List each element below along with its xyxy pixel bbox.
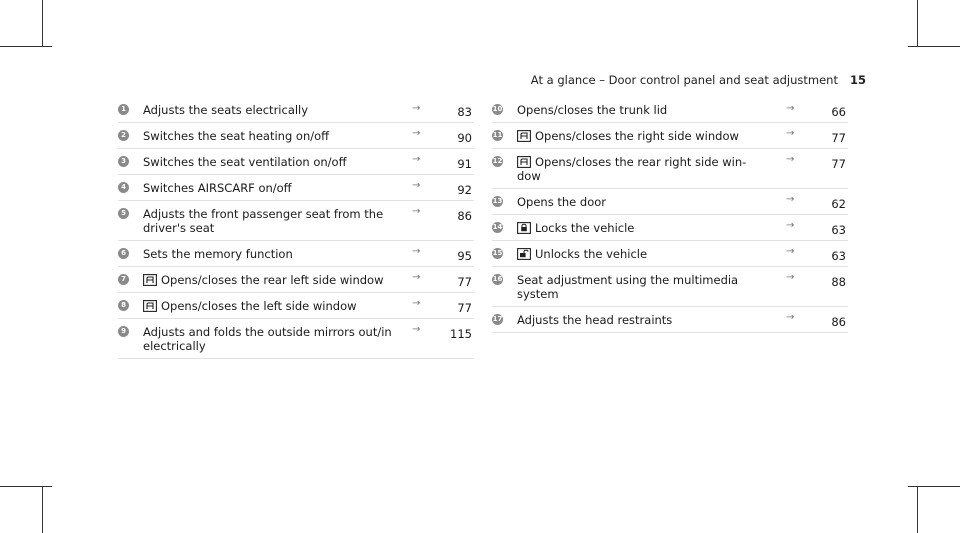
item-number-badge: 1 (118, 104, 129, 115)
legend-item-11 (492, 123, 848, 149)
item-number-badge: 7 (118, 274, 129, 285)
item-number-badge: 17 (492, 315, 503, 323)
item-number-badge: 14 (492, 223, 503, 231)
page-reference[interactable]: 77 (831, 157, 846, 171)
item-text: Switches AIRSCARF on/off (143, 181, 292, 195)
item-description (517, 195, 767, 209)
crop-mark-tr-v (917, 0, 918, 47)
legend-item-2 (118, 123, 474, 149)
item-text: Unlocks the vehicle (535, 247, 648, 261)
crop-mark-br-h (908, 486, 960, 487)
item-text: Switches the seat ventilation on/off (143, 155, 347, 169)
item-description (143, 325, 393, 353)
item-number-badge: 8 (118, 300, 129, 311)
page-reference[interactable]: 77 (457, 301, 472, 315)
legend-item-12 (492, 149, 848, 189)
page-reference-arrow: → (786, 220, 795, 231)
legend-item-16 (492, 267, 848, 307)
page-reference[interactable]: 88 (831, 275, 846, 289)
page-reference-arrow: → (412, 298, 421, 309)
page-reference-arrow: → (786, 312, 795, 323)
item-text: Sets the memory function (143, 247, 293, 261)
crop-mark-bl-v (42, 486, 43, 533)
item-description (517, 155, 767, 183)
page-reference-arrow: → (412, 128, 421, 139)
legend-item-4 (118, 175, 474, 201)
item-text: Opens/closes the rear right side win-dow (517, 155, 747, 183)
page-reference-arrow: → (412, 180, 421, 191)
item-number-badge: 4 (118, 182, 129, 193)
page-reference-arrow: → (786, 194, 795, 205)
legend-item-8 (118, 293, 474, 319)
item-text: Opens the door (517, 195, 606, 209)
item-description (143, 155, 393, 169)
page-reference[interactable]: 62 (831, 197, 846, 211)
item-number-badge: 13 (492, 197, 503, 205)
item-description (517, 129, 767, 143)
crop-mark-tl-h (0, 46, 52, 47)
item-description (517, 247, 767, 261)
crop-mark-tr-h (908, 46, 960, 47)
page-reference-arrow: → (412, 103, 421, 114)
legend-item-17 (492, 307, 848, 333)
page-reference-arrow: → (786, 128, 795, 139)
page-reference-arrow: → (412, 206, 421, 217)
crop-mark-bl-h (0, 486, 52, 487)
legend-column-right (492, 98, 848, 333)
page-reference-arrow: → (412, 246, 421, 257)
window-switch-icon (517, 130, 531, 142)
item-description (517, 273, 767, 301)
legend-item-15 (492, 241, 848, 267)
item-description (143, 129, 393, 143)
item-description (517, 103, 767, 117)
legend-item-9 (118, 319, 474, 359)
section-title: At a glance – Door control panel and seat adjustment (530, 73, 838, 87)
page-reference[interactable]: 86 (831, 315, 846, 329)
page-reference[interactable]: 91 (457, 157, 472, 171)
item-text: Adjusts the head restraints (517, 313, 673, 327)
item-description (143, 273, 393, 287)
page-reference-arrow: → (786, 272, 795, 283)
page-reference[interactable]: 63 (831, 249, 846, 263)
item-description (143, 103, 393, 117)
page-reference[interactable]: 90 (457, 131, 472, 145)
legend-item-13 (492, 189, 848, 215)
page-reference-arrow: → (412, 154, 421, 165)
item-number-badge: 12 (492, 157, 503, 165)
page-reference[interactable]: 77 (831, 131, 846, 145)
page-reference-arrow: → (412, 272, 421, 283)
window-switch-icon (143, 300, 157, 312)
item-description (517, 313, 767, 327)
item-number-badge: 2 (118, 130, 129, 141)
item-number-badge: 6 (118, 248, 129, 259)
item-number-badge: 11 (492, 131, 503, 139)
page-reference-arrow: → (412, 324, 421, 335)
page-reference[interactable]: 63 (831, 223, 846, 237)
crop-mark-br-v (917, 486, 918, 533)
legend-item-7 (118, 267, 474, 293)
item-text: Opens/closes the left side window (161, 299, 357, 313)
item-text: Adjusts the front passenger seat from the driver's seat (143, 207, 384, 235)
page-reference[interactable]: 95 (457, 249, 472, 263)
item-text: Switches the seat heating on/off (143, 129, 330, 143)
item-text: Opens/closes the right side window (535, 129, 739, 143)
item-number-badge: 3 (118, 156, 129, 167)
item-text: Adjusts and folds the outside mirrors out/in electrically (143, 325, 392, 353)
item-description (143, 247, 393, 261)
legend-column-left (118, 98, 474, 359)
item-description (143, 207, 393, 235)
page-reference[interactable]: 66 (831, 105, 846, 119)
legend-item-6 (118, 241, 474, 267)
window-switch-icon (143, 274, 157, 286)
page-reference-arrow: → (786, 103, 795, 114)
item-text: Locks the vehicle (535, 221, 635, 235)
item-text: Opens/closes the rear left side window (161, 273, 384, 287)
page-reference-arrow: → (786, 154, 795, 165)
item-number-badge: 15 (492, 249, 503, 257)
item-text: Seat adjustment using the multimedia system (517, 273, 739, 301)
legend-item-14 (492, 215, 848, 241)
item-number-badge: 16 (492, 275, 503, 283)
legend-item-10 (492, 98, 848, 123)
page-reference[interactable]: 77 (457, 275, 472, 289)
item-number-badge: 9 (118, 326, 129, 337)
crop-mark-tl-v (42, 0, 43, 47)
page-reference[interactable]: 92 (457, 183, 472, 197)
item-number-badge: 10 (492, 105, 503, 113)
item-description (517, 221, 767, 235)
page-number: 15 (849, 73, 866, 87)
window-switch-icon (517, 156, 531, 168)
page-header (531, 73, 866, 87)
item-text: Opens/closes the trunk lid (517, 103, 668, 117)
unlock-icon (517, 248, 531, 260)
item-number-badge: 5 (118, 208, 129, 219)
item-description (143, 299, 393, 313)
item-text: Adjusts the seats electrically (143, 103, 309, 117)
item-description (143, 181, 393, 195)
legend-item-1 (118, 98, 474, 123)
page-reference[interactable]: 83 (457, 105, 472, 119)
lock-icon (517, 222, 531, 234)
page-reference[interactable]: 115 (450, 327, 472, 341)
legend-item-5 (118, 201, 474, 241)
legend-item-3 (118, 149, 474, 175)
page-reference[interactable]: 86 (457, 209, 472, 223)
page-reference-arrow: → (786, 246, 795, 257)
